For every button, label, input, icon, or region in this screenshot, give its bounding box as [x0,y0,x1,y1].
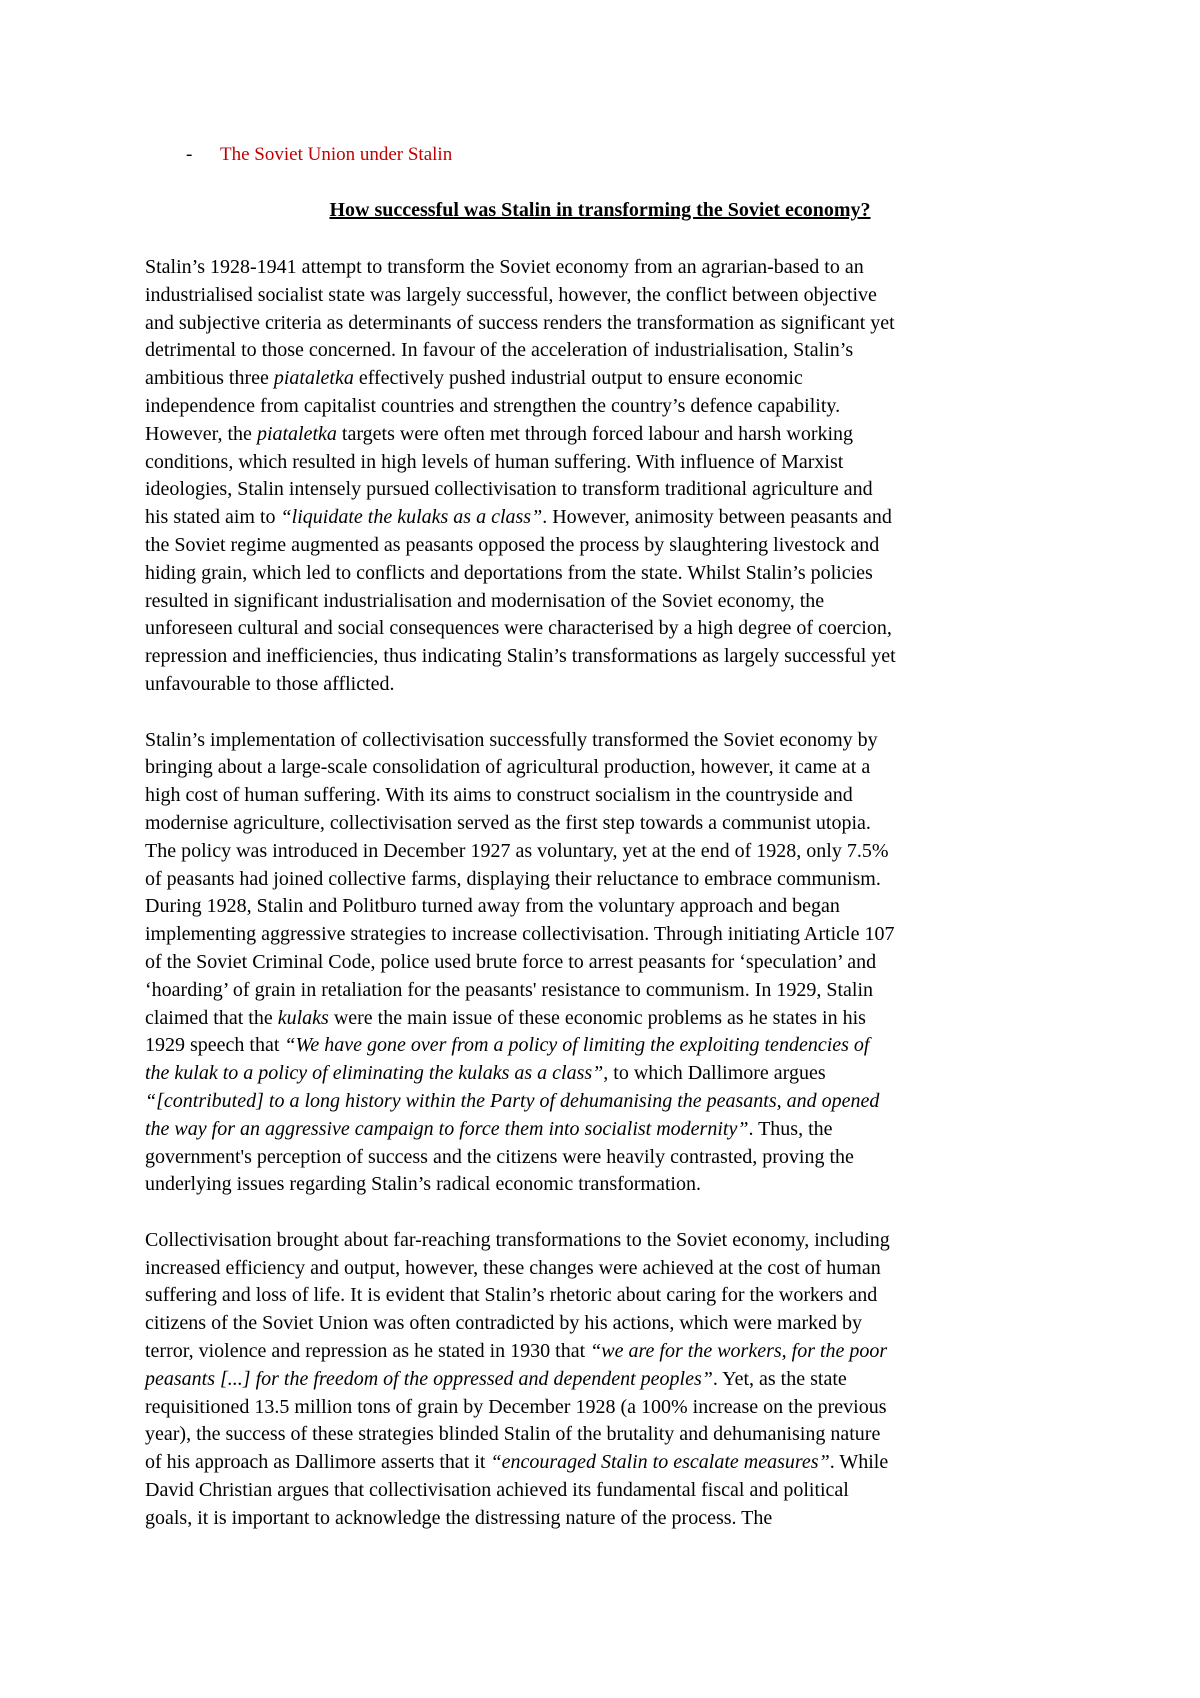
text-line [145,893,1083,921]
text-line [145,393,1083,421]
text-segment: ‘hoarding’ of grain in retaliation for the peasants' resistance to communism. In 1929, Stalin [145,978,874,1001]
text-segment: bringing about a large-scale consolidation of agricultural production, however, it came at a [145,756,871,779]
text-segment: repression and inefficiencies, thus indicating Stalin’s transformations as largely successful yet [145,645,896,668]
italic-text: “liquidate the kulaks as a class” [280,506,543,529]
italic-text: kulaks [277,1006,329,1029]
text-segment: Collectivisation brought about far-reaching transformations to the Soviet economy, including [145,1228,890,1251]
text-segment: targets were often met through forced labour and harsh working [336,422,854,445]
text-segment: , to which Dallimore argues [603,1062,826,1085]
text-line [145,810,1083,838]
text-line [145,615,1083,643]
text-line [145,1421,1083,1449]
text-line [145,754,1083,782]
text-line [145,532,1083,560]
text-line [145,977,1083,1005]
text-segment: ambitious three [145,367,274,390]
text-segment: suffering and loss of life. It is evident that Stalin’s rhetoric about caring for the workers and [145,1284,878,1307]
text-segment: However, the [145,422,257,445]
text-segment: During 1928, Stalin and Politburo turned away from the voluntary approach and began [145,895,840,918]
text-line [145,1366,1083,1394]
italic-text: “encouraged Stalin to escalate measures” [490,1451,830,1474]
text-line [145,337,1083,365]
text-segment: detrimental to those concerned. In favour of the acceleration of industrialisation, Stalin’s [145,339,854,362]
text-line [145,949,1083,977]
italic-text: the kulak to a policy of eliminating the kulaks as a class” [145,1062,604,1085]
text-segment: unforeseen cultural and social consequences were characterised by a high degree of coercion, [145,617,892,640]
text-line [145,782,1083,810]
text-segment: implementing aggressive strategies to increase collectivisation. Through initiating Article 107 [145,923,895,946]
text-segment: of his approach as Dallimore asserts that it [145,1451,491,1474]
text-line [145,1144,1083,1172]
text-segment: high cost of human suffering. With its aims to construct socialism in the countryside and [145,784,853,807]
text-segment: David Christian argues that collectivisation achieved its fundamental fiscal and political [145,1479,849,1502]
text-line [145,1227,1083,1255]
italic-text: the way for an aggressive campaign to force them into socialist modernity” [145,1117,749,1140]
text-line [145,365,1083,393]
text-segment: requisitioned 13.5 million tons of grain by December 1928 (a 100% increase on the previous [145,1395,887,1418]
italic-text: “we are for the workers, for the poor [590,1340,888,1363]
italic-text: “We have gone over from a policy of limiting the exploiting tendencies of [284,1034,870,1057]
text-line [145,449,1083,477]
italic-text: piataletka [256,422,337,445]
text-line [145,671,1083,699]
text-segment: resulted in significant industrialisation and modernisation of the Soviet economy, the [145,589,825,612]
text-segment: the Soviet regime augmented as peasants opposed the process by slaughtering livestock and [145,533,880,556]
paragraph-2 [145,727,1083,1200]
text-line [145,838,1083,866]
paragraph-3 [145,1227,1083,1533]
text-segment: and subjective criteria as determinants of success renders the transformation as significant yet [145,311,895,334]
text-line [145,1505,1083,1533]
text-segment: citizens of the Soviet Union was often contradicted by his actions, which were marked by [145,1312,863,1335]
text-line [145,1005,1083,1033]
text-segment: ideologies, Stalin intensely pursued collectivisation to transform traditional agriculture and [145,478,873,501]
text-segment: independence from capitalist countries and strengthen the country’s defence capability. [145,394,841,417]
text-line [145,866,1083,894]
text-segment: of peasants had joined collective farms, displaying their reluctance to embrace communism. [145,867,881,890]
text-line [145,421,1083,449]
text-segment: claimed that the [145,1006,278,1029]
text-segment: . Thus, the [748,1117,833,1140]
text-segment: unfavourable to those afflicted. [145,672,395,695]
document-heading: How successful was Stalin in transforming the Soviet economy? [329,199,871,221]
text-segment: increased efficiency and output, however, these changes were achieved at the cost of human [145,1256,881,1279]
text-segment: Stalin’s 1928-1941 attempt to transform the Soviet economy from an agrarian-based to an [145,256,864,278]
text-line [145,1310,1083,1338]
italic-text: piataletka [273,367,354,390]
text-line [145,1394,1083,1422]
text-segment: conditions, which resulted in high levels of human suffering. With influence of Marxist [145,450,844,473]
text-line [145,1338,1083,1366]
text-segment: . Yet, as the state [712,1367,847,1390]
text-segment: underlying issues regarding Stalin’s radical economic transformation. [145,1173,701,1196]
text-line [145,1088,1083,1116]
text-segment: effectively pushed industrial output to ensure economic [353,367,803,390]
text-segment: goals, it is important to acknowledge the distressing nature of the process. The [145,1506,773,1529]
text-line [145,310,1083,338]
text-segment: . While [829,1451,889,1474]
text-line [145,1477,1083,1505]
text-segment: year), the success of these strategies blinded Stalin of the brutality and dehumanising nature [145,1423,881,1446]
body-text [145,254,1083,1560]
text-line [145,504,1083,532]
italic-text: peasants [...] for the freedom of the oppressed and dependent peoples” [145,1367,713,1390]
text-line [145,254,1083,282]
paragraph-1 [145,254,1083,699]
bullet-dash: - [186,144,193,165]
text-line [145,560,1083,588]
text-segment: modernise agriculture, collectivisation served as the first step towards a communist utopia. [145,811,871,834]
text-line [145,1449,1083,1477]
text-segment: 1929 speech that [145,1034,285,1057]
text-segment: hiding grain, which led to conflicts and deportations from the state. Whilst Stalin’s policies [145,561,873,584]
text-line [145,643,1083,671]
text-line [145,1060,1083,1088]
text-segment: industrialised socialist state was largely successful, however, the conflict between objective [145,283,877,306]
text-segment: of the Soviet Criminal Code, police used brute force to arrest peasants for ‘speculation’ and [145,950,877,973]
text-line [145,588,1083,616]
text-segment: government's perception of success and the citizens were heavily contrasted, proving the [145,1145,854,1168]
text-line [145,1032,1083,1060]
text-line [145,727,1083,755]
text-line [145,476,1083,504]
text-line [145,1282,1083,1310]
text-line [145,1171,1083,1199]
text-segment: terror, violence and repression as he stated in 1930 that [145,1340,591,1363]
text-segment: . However, animosity between peasants and [542,506,892,529]
section-label: The Soviet Union under Stalin [220,144,453,165]
italic-text: “[contributed] to a long history within the Party of dehumanising the peasants, and opened [145,1089,880,1112]
text-line [145,282,1083,310]
text-line [145,1116,1083,1144]
text-line [145,1255,1083,1283]
section-line [186,143,452,167]
text-segment: Stalin’s implementation of collectivisation successfully transformed the Soviet economy by [145,728,878,751]
text-segment: The policy was introduced in December 1927 as voluntary, yet at the end of 1928, only 7.5% [145,839,889,862]
text-line [145,921,1083,949]
text-segment: his stated aim to [145,506,281,529]
text-segment: were the main issue of these economic problems as he states in his [328,1006,866,1029]
